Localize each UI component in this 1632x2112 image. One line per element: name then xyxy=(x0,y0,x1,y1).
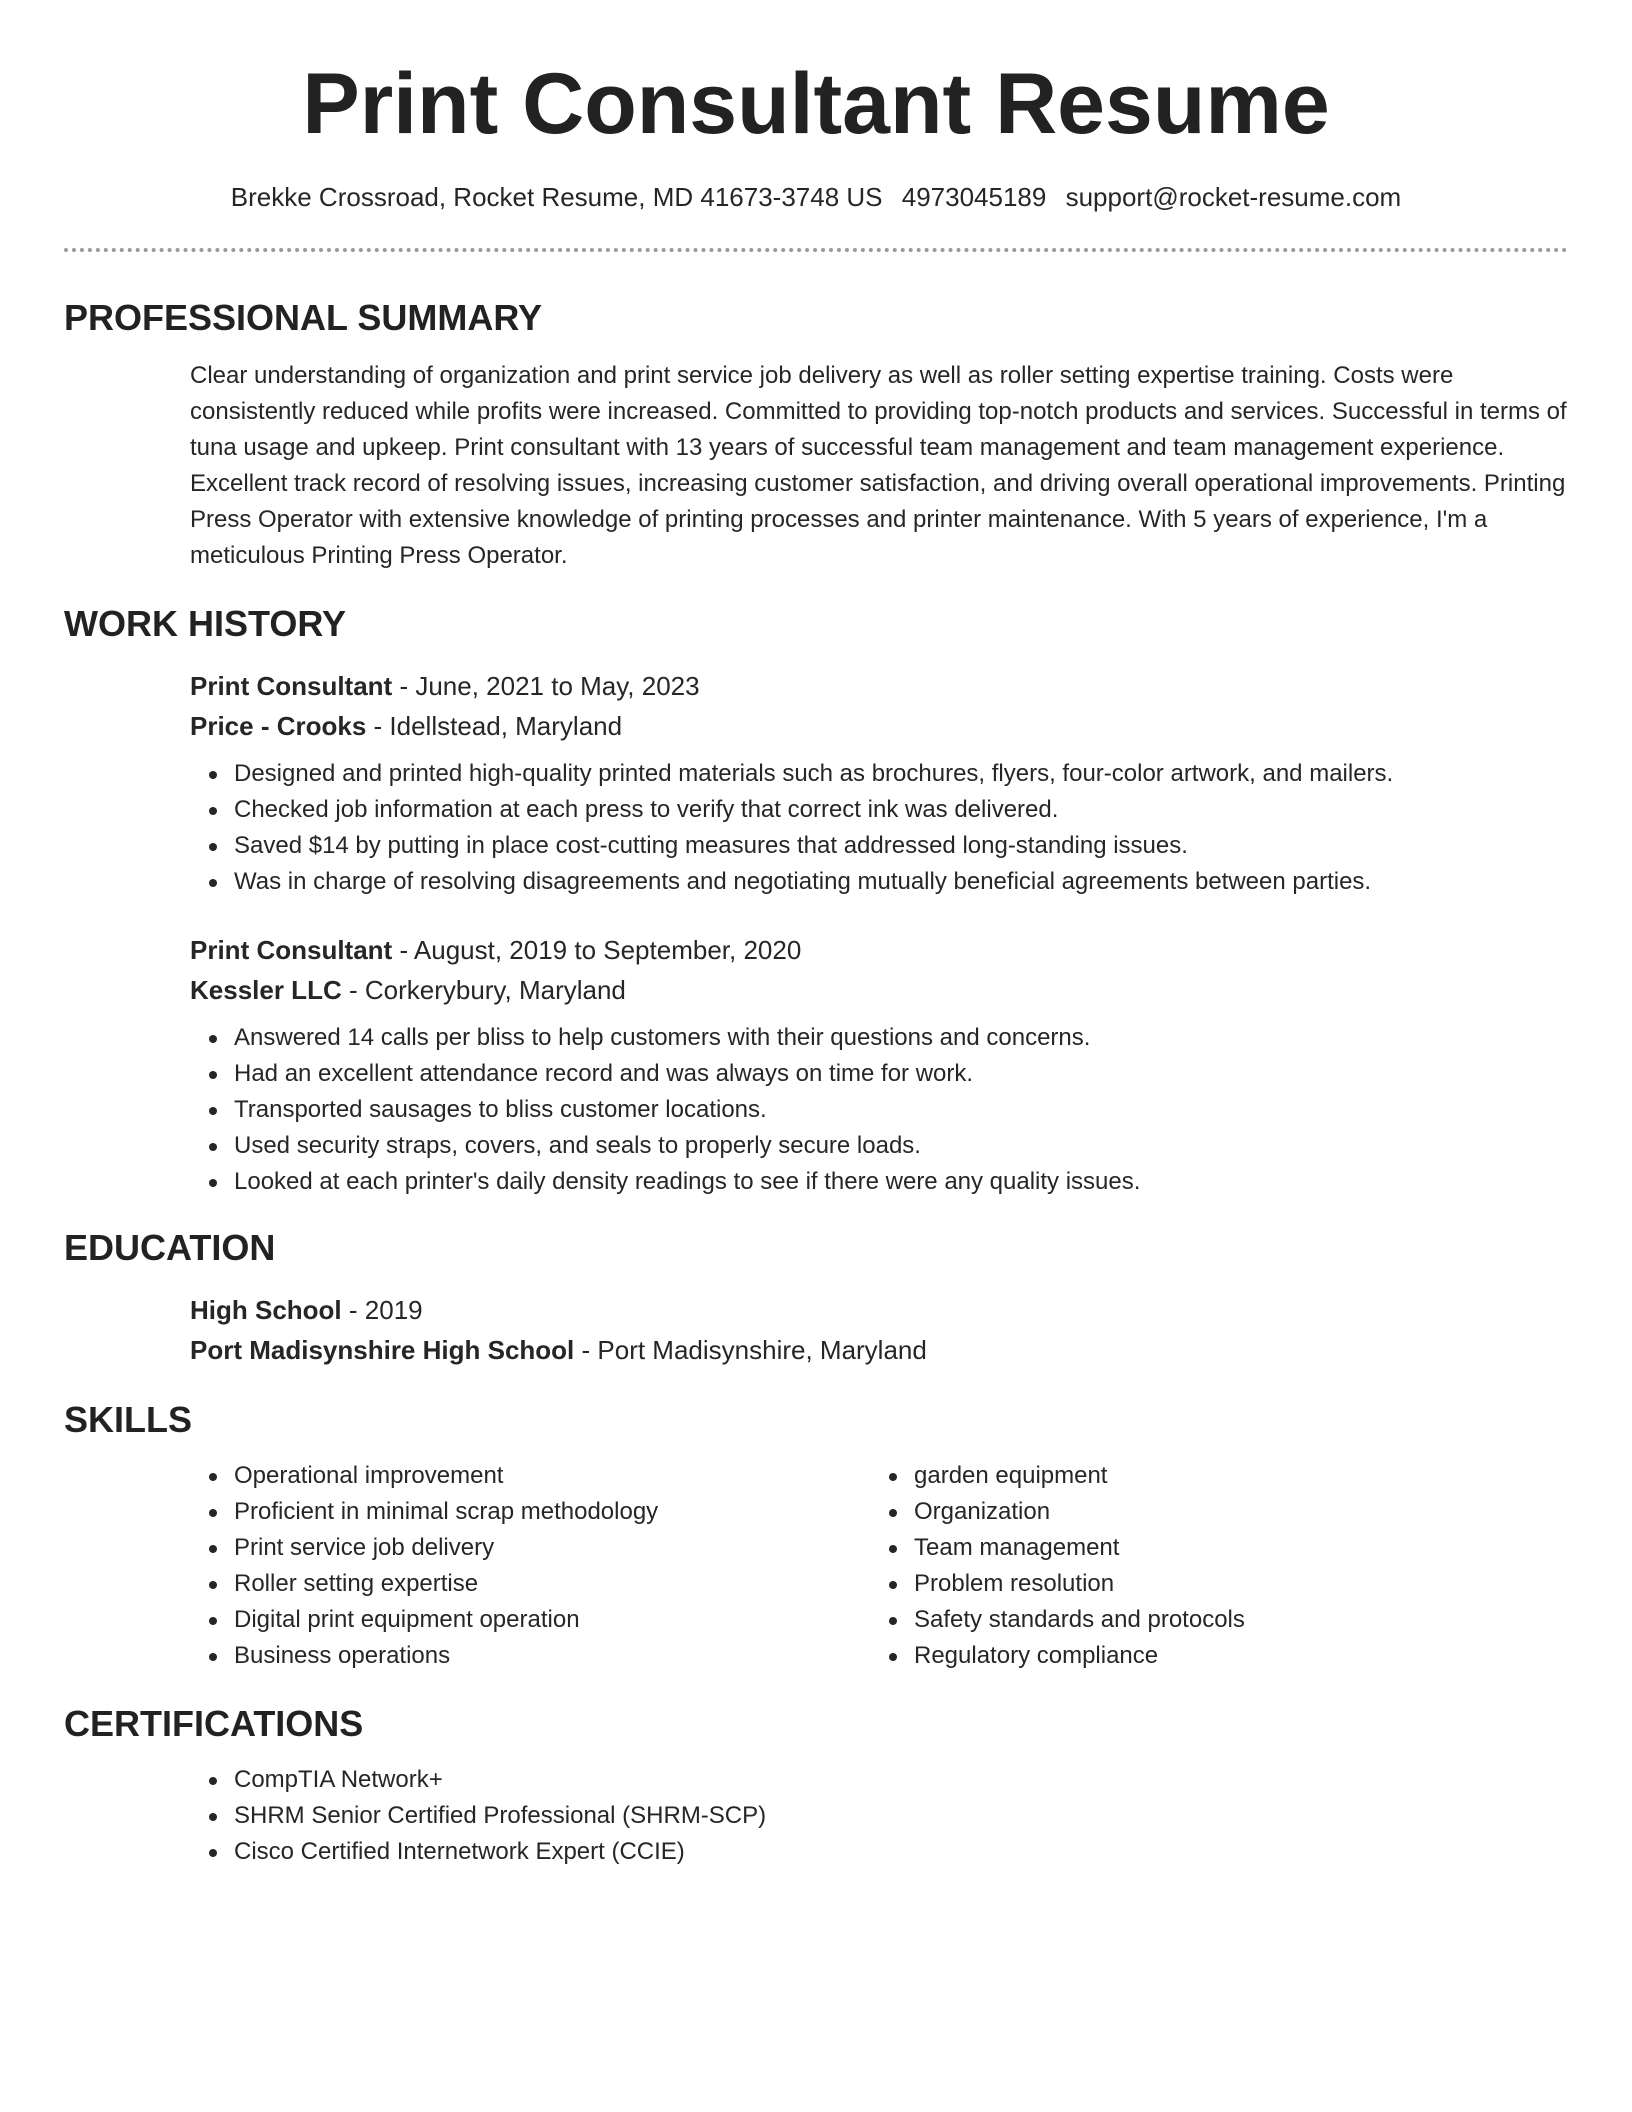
job-company: Kessler LLC xyxy=(190,975,342,1005)
list-item: CompTIA Network+ xyxy=(234,1762,1568,1798)
list-item: SHRM Senior Certified Professional (SHRM-SCP) xyxy=(234,1798,1568,1834)
job-title: Print Consultant xyxy=(190,935,393,965)
certifications-heading: CERTIFICATIONS xyxy=(64,1703,364,1744)
summary-text: Clear understanding of organization and print service job delivery as well as roller setting expertise training. Costs were consistently reduced while profits were increased. Committed to providing top-notch products and services. Successful in terms of tuna usage and upkeep. Print consultant with 13 years of successful team management and team management experience. Excellent track record of resolving issues, increasing customer satisfaction, and driving overall operational improvements. Printing Press Operator with extensive knowledge of printing processes and printer maintenance. With 5 years of experience, I'm a meticulous Printing Press Operator. xyxy=(190,362,1567,569)
job-bullets xyxy=(190,756,1568,900)
job-title-line xyxy=(190,930,1568,970)
education-section xyxy=(64,1226,1568,1370)
skills-list-left xyxy=(190,1458,870,1674)
job-entry xyxy=(190,930,1568,1200)
summary-body xyxy=(190,358,1568,574)
contact-email: support@rocket-resume.com xyxy=(1065,182,1402,212)
list-item: Safety standards and protocols xyxy=(914,1602,1550,1638)
education-school-line xyxy=(190,1330,1568,1370)
list-item: Team management xyxy=(914,1530,1550,1566)
job-entry xyxy=(190,666,1568,900)
certifications-section xyxy=(64,1702,1568,1870)
list-item: Organization xyxy=(914,1494,1550,1530)
summary-heading: PROFESSIONAL SUMMARY xyxy=(64,297,543,338)
list-item: Digital print equipment operation xyxy=(234,1602,870,1638)
job-dates: - June, 2021 to May, 2023 xyxy=(392,671,700,701)
skills-column-left xyxy=(190,1458,870,1674)
certifications-list xyxy=(190,1762,1568,1870)
list-item: Saved $14 by putting in place cost-cutting measures that addressed long-standing issues. xyxy=(234,828,1568,864)
list-item: Answered 14 calls per bliss to help customers with their questions and concerns. xyxy=(234,1020,1568,1056)
education-location: - Port Madisynshire, Maryland xyxy=(574,1335,927,1365)
job-location: - Corkerybury, Maryland xyxy=(341,975,626,1005)
job-dates: - August, 2019 to September, 2020 xyxy=(392,935,802,965)
summary-section xyxy=(64,296,1568,574)
education-year: - 2019 xyxy=(341,1295,423,1325)
list-item: Print service job delivery xyxy=(234,1530,870,1566)
list-item: garden equipment xyxy=(914,1458,1550,1494)
skills-column-right xyxy=(870,1458,1550,1674)
contact-address: Brekke Crossroad, Rocket Resume, MD 41673-3748 US xyxy=(230,182,883,212)
list-item: Checked job information at each press to verify that correct ink was delivered. xyxy=(234,792,1568,828)
list-item: Roller setting expertise xyxy=(234,1566,870,1602)
list-item: Looked at each printer's daily density readings to see if there were any quality issues. xyxy=(234,1164,1568,1200)
list-item: Operational improvement xyxy=(234,1458,870,1494)
education-heading: EDUCATION xyxy=(64,1227,276,1268)
skills-grid xyxy=(190,1458,1568,1674)
job-location: - Idellstead, Maryland xyxy=(366,711,623,741)
certifications-body xyxy=(190,1762,1568,1870)
list-item: Cisco Certified Internetwork Expert (CCIE) xyxy=(234,1834,1568,1870)
list-item: Had an excellent attendance record and was always on time for work. xyxy=(234,1056,1568,1092)
header-divider xyxy=(64,248,1568,252)
skills-list-right xyxy=(870,1458,1550,1674)
job-company-line xyxy=(190,970,1568,1010)
skills-heading: SKILLS xyxy=(64,1399,193,1440)
resume-title: Print Consultant Resume xyxy=(302,56,1330,152)
education-school: Port Madisynshire High School xyxy=(190,1335,575,1365)
contact-phone: 4973045189 xyxy=(901,182,1047,212)
education-degree: High School xyxy=(190,1295,342,1325)
job-title-line xyxy=(190,666,1568,706)
list-item: Used security straps, covers, and seals to properly secure loads. xyxy=(234,1128,1568,1164)
contact-line xyxy=(64,180,1568,214)
skills-section xyxy=(64,1398,1568,1674)
education-degree-line xyxy=(190,1290,1568,1330)
list-item: Proficient in minimal scrap methodology xyxy=(234,1494,870,1530)
work-section xyxy=(64,602,1568,1200)
work-heading: WORK HISTORY xyxy=(64,603,347,644)
list-item: Transported sausages to bliss customer locations. xyxy=(234,1092,1568,1128)
job-company: Price - Crooks xyxy=(190,711,367,741)
job-company-line xyxy=(190,706,1568,746)
job-bullets xyxy=(190,1020,1568,1200)
resume-page xyxy=(64,0,1568,1870)
list-item: Problem resolution xyxy=(914,1566,1550,1602)
job-title: Print Consultant xyxy=(190,671,393,701)
education-entry xyxy=(190,1290,1568,1370)
list-item: Business operations xyxy=(234,1638,870,1674)
list-item: Designed and printed high-quality printed materials such as brochures, flyers, four-color artwork, and mailers. xyxy=(234,756,1568,792)
list-item: Was in charge of resolving disagreements and negotiating mutually beneficial agreements between parties. xyxy=(234,864,1568,900)
list-item: Regulatory compliance xyxy=(914,1638,1550,1674)
